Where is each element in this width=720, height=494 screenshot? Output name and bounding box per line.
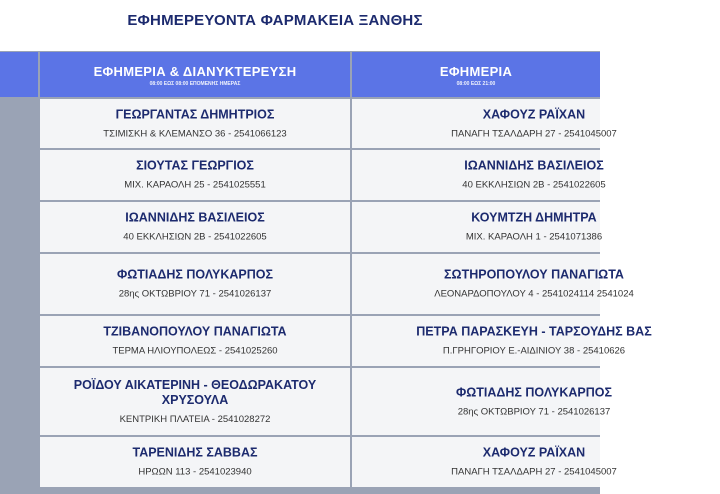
day-duty-cell bbox=[352, 202, 603, 252]
table-row bbox=[0, 315, 652, 367]
pharmacy-name: ΙΩΑΝΝΙΔΗΣ ΒΑΣΙΛΕΙΟΣ bbox=[125, 210, 265, 225]
night-duty-cell bbox=[40, 316, 350, 366]
pharmacy-address: 28ης ΟΚΤΩΒΡΙΟΥ 71 - 2541026137 bbox=[457, 406, 611, 417]
table-header-row bbox=[0, 51, 600, 98]
pharmacy-name: ΡΟΪΔΟΥ ΑΙΚΑΤΕΡΙΝΗ - ΘΕΟΔΩΡΑΚΑΤΟΥ ΧΡΥΣΟΥΛΑ bbox=[73, 377, 317, 407]
night-duty-header bbox=[40, 52, 350, 97]
pharmacy-address: 28ης ΟΚΤΩΒΡΙΟΥ 71 - 2541026137 bbox=[118, 288, 272, 300]
day-duty-cell bbox=[352, 368, 612, 435]
pharmacy-address: ΛΕΟΝΑΡΔΟΠΟΥΛΟΥ 4 - 2541024114 2541024 bbox=[434, 288, 634, 300]
pharmacy-schedule-table bbox=[0, 51, 652, 494]
night-duty-cell bbox=[40, 202, 350, 252]
day-duty-header-title: ΕΦΗΜΕΡΙΑ bbox=[439, 64, 513, 79]
day-duty-cell bbox=[352, 437, 617, 487]
table-row bbox=[0, 367, 612, 436]
pharmacy-address: 40 ΕΚΚΛΗΣΙΩΝ 2Β - 2541022605 bbox=[123, 231, 267, 243]
pharmacy-address: ΗΡΩΩΝ 113 - 2541023940 bbox=[138, 466, 252, 478]
day-duty-cell bbox=[352, 150, 606, 200]
pharmacy-address: ΜΙΧ. ΚΑΡΑΟΛΗ 1 - 2541071386 bbox=[465, 231, 603, 243]
pharmacy-address: Π.ΓΡΗΓΟΡΙΟΥ Ε.-ΑΙΔΙΝΙΟΥ 38 - 25410626 bbox=[442, 345, 626, 357]
pharmacy-name: ΙΩΑΝΝΙΔΗΣ ΒΑΣΙΛΕΙΟΣ bbox=[464, 158, 604, 173]
night-duty-cell bbox=[40, 437, 350, 487]
pharmacy-address: ΚΕΝΤΡΙΚΗ ΠΛΑΤΕΙΑ - 2541028272 bbox=[119, 413, 271, 425]
pharmacy-name: ΣΙΟΥΤΑΣ ΓΕΩΡΓΙΟΣ bbox=[136, 158, 254, 173]
pharmacy-address: ΤΕΡΜΑ ΗΛΙΟΥΠΟΛΕΩΣ - 2541025260 bbox=[112, 345, 278, 357]
day-duty-cell bbox=[352, 99, 617, 148]
pharmacy-name: ΚΟΥΜΤΖΗ ΔΗΜΗΤΡΑ bbox=[471, 210, 597, 225]
pharmacy-name: ΤΖΙΒΑΝΟΠΟΥΛΟΥ ΠΑΝΑΓΙΩΤΑ bbox=[103, 324, 287, 339]
pharmacy-name: ΦΩΤΙΑΔΗΣ ΠΟΛΥΚΑΡΠΟΣ bbox=[117, 267, 273, 282]
pharmacy-address: ΜΙΧ. ΚΑΡΑΟΛΗ 25 - 2541025551 bbox=[124, 179, 266, 191]
night-duty-cell bbox=[40, 368, 350, 435]
table-row bbox=[0, 149, 606, 201]
night-duty-cell bbox=[40, 150, 350, 200]
night-duty-cell bbox=[40, 99, 350, 148]
pharmacy-name: ΤΑΡΕΝΙΔΗΣ ΣΑΒΒΑΣ bbox=[132, 445, 258, 460]
table-row bbox=[0, 436, 617, 488]
table-row bbox=[0, 98, 617, 149]
table-row bbox=[0, 201, 603, 253]
pharmacy-name: ΠΕΤΡΑ ΠΑΡΑΣΚΕΥΗ - ΤΑΡΣΟΥΔΗΣ ΒΑΣ bbox=[416, 324, 652, 339]
pharmacy-name: ΦΩΤΙΑΔΗΣ ΠΟΛΥΚΑΡΠΟΣ bbox=[456, 385, 612, 399]
pharmacy-address: ΠΑΝΑΓΗ ΤΣΑΛΔΑΡΗ 27 - 2541045007 bbox=[451, 466, 617, 478]
night-duty-cell bbox=[40, 254, 350, 314]
pharmacy-address: 40 ΕΚΚΛΗΣΙΩΝ 2Β - 2541022605 bbox=[462, 179, 606, 191]
pharmacy-address: ΠΑΝΑΓΗ ΤΣΑΛΔΑΡΗ 27 - 2541045007 bbox=[451, 128, 617, 139]
pharmacy-name: ΧΑΦΟΥΖ ΡΑΪΧΑΝ bbox=[482, 107, 586, 121]
night-duty-header-hours: 08:00 ΕΩΣ 08:00 ΕΠΟΜΕΝΗΣ ΗΜΕΡΑΣ bbox=[149, 81, 241, 87]
page-title: ΕΦΗΜΕΡΕΥΟΝΤΑ ΦΑΡΜΑΚΕΙΑ ΞΑΝΘΗΣ bbox=[127, 12, 423, 29]
pharmacy-name: ΓΕΩΡΓΑΝΤΑΣ ΔΗΜΗΤΡΙΟΣ bbox=[115, 107, 275, 121]
day-duty-cell bbox=[352, 316, 652, 366]
pharmacy-name: ΣΩΤΗΡΟΠΟΥΛΟΥ ΠΑΝΑΓΙΩΤΑ bbox=[444, 267, 624, 282]
night-duty-header-title: ΕΦΗΜΕΡΙΑ & ΔΙΑΝΥΚΤΕΡΕΥΣΗ bbox=[93, 64, 297, 79]
day-duty-header-hours: 08:00 ΕΩΣ 21:00 bbox=[456, 81, 496, 87]
pharmacy-address: ΤΣΙΜΙΣΚΗ & ΚΛΕΜΑΝΣΟ 36 - 2541066123 bbox=[103, 128, 287, 139]
table-row bbox=[0, 253, 634, 315]
date-header-cell bbox=[0, 52, 38, 97]
pharmacy-name: ΧΑΦΟΥΖ ΡΑΪΧΑΝ bbox=[482, 445, 586, 460]
day-duty-cell bbox=[352, 254, 634, 314]
day-duty-header bbox=[352, 52, 600, 97]
